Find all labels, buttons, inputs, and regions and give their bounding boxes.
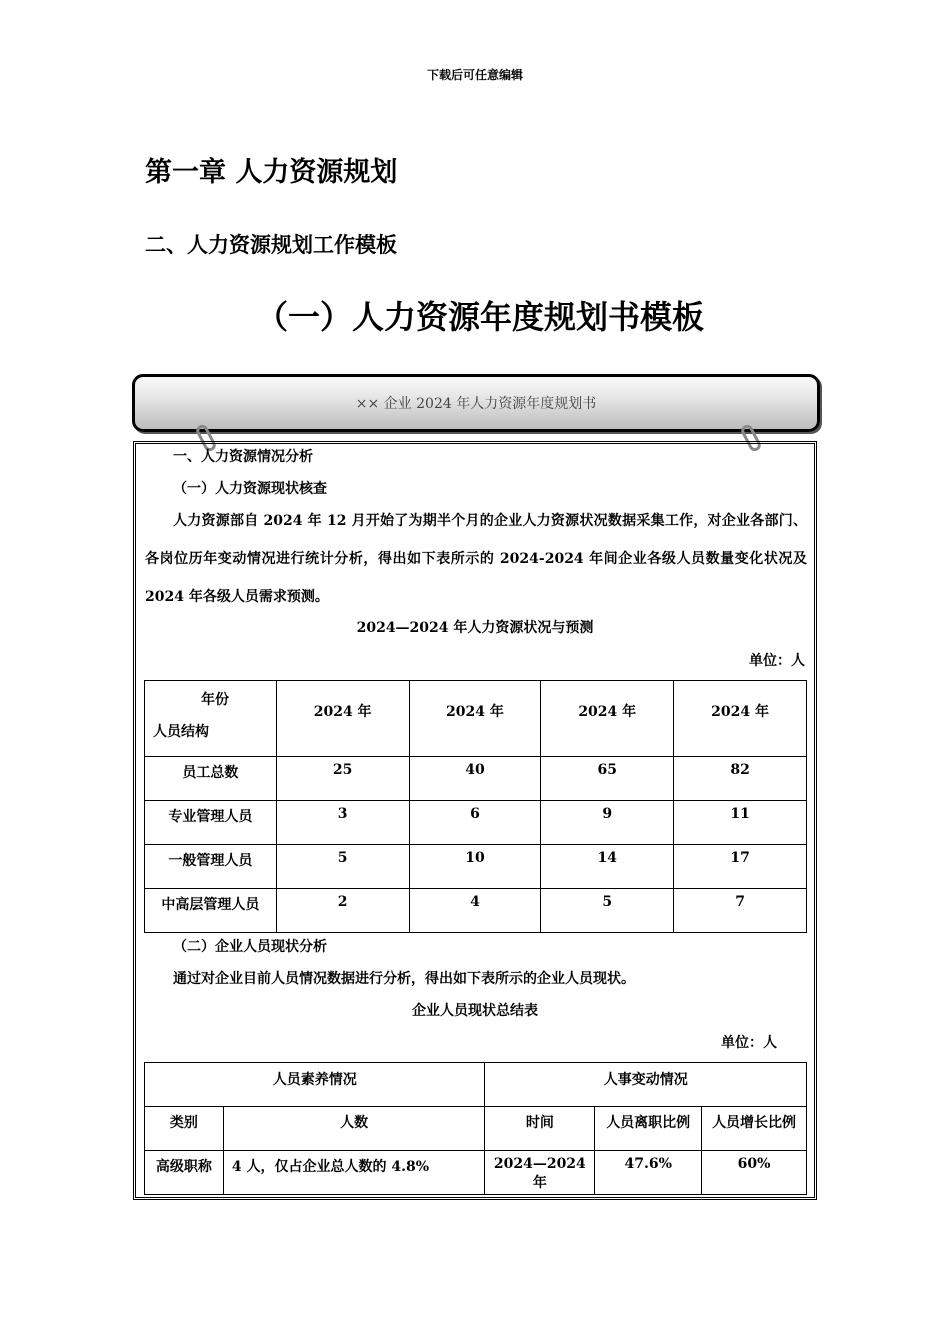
staff-status-table [144, 1062, 807, 1195]
cell-value: 10 [409, 845, 541, 889]
cell-value: 25 [276, 757, 409, 801]
section-title: 二、人力资源规划工作模板 [145, 232, 397, 257]
cell-value: 60% [702, 1151, 807, 1195]
table2-header-row [145, 1107, 807, 1151]
column-header: 时间 [485, 1107, 595, 1151]
row-label: 专业管理人员 [145, 801, 277, 845]
cell-value: 4 人，仅占企业总人数的 4.8% [223, 1151, 485, 1195]
cell-value: 2 [276, 889, 409, 933]
group-header-quality: 人员素养情况 [145, 1063, 485, 1107]
part1-paragraph: 人力资源部自 2024 年 12 月开始了为期半个月的企业人力资源状况数据采集工作，对企业各部门、各岗位历年变动情况进行统计分析，得出如下表所示的 2024-2024 年间企业各级人员数量变化状况及 2024 年各级人员需求预测。 [145, 513, 807, 605]
table-row [145, 845, 807, 889]
table2-unit: 单位：人 [721, 1035, 777, 1051]
cell-value: 82 [674, 757, 807, 801]
cell-value: 65 [541, 757, 674, 801]
staffing-table [144, 680, 807, 933]
table2-title: 企业人员现状总结表 [412, 1003, 538, 1019]
year-header: 2024 年 [674, 681, 807, 757]
table-row [145, 889, 807, 933]
cell-value: 11 [674, 801, 807, 845]
cell-value: 3 [276, 801, 409, 845]
cell-value: 14 [541, 845, 674, 889]
cell-value: 40 [409, 757, 541, 801]
group-header-change: 人事变动情况 [485, 1063, 807, 1107]
header-note: 下载后可任意编辑 [426, 68, 523, 82]
table1-unit: 单位：人 [749, 653, 805, 669]
part1-sub2-text: 通过对企业目前人员情况数据进行分析，得出如下表所示的企业人员现状。 [173, 971, 635, 987]
table2-group-row [145, 1063, 807, 1107]
row-label: 一般管理人员 [145, 845, 277, 889]
table1-title: 2024—2024 年人力资源状况与预测 [356, 620, 594, 636]
cell-value: 7 [674, 889, 807, 933]
title-banner [132, 374, 820, 432]
column-header: 类别 [145, 1107, 224, 1151]
table-row [145, 757, 807, 801]
part1-sub2: （二）企业人员现状分析 [173, 939, 327, 955]
cell-value: 高级职称 [145, 1151, 224, 1195]
cell-value: 47.6% [595, 1151, 702, 1195]
banner-title: ×× 企业 2024 年人力资源年度规划书 [355, 396, 597, 412]
table1-corner-cell [145, 681, 277, 757]
corner-top-label: 年份 [201, 692, 229, 708]
column-header: 人员增长比例 [702, 1107, 807, 1151]
table-row [145, 801, 807, 845]
cell-value: 9 [541, 801, 674, 845]
table-row [145, 1151, 807, 1195]
year-header: 2024 年 [409, 681, 541, 757]
year-header: 2024 年 [541, 681, 674, 757]
chapter-title: 第一章 人力资源规划 [145, 157, 398, 188]
cell-value: 5 [541, 889, 674, 933]
part1-heading: 一、人力资源情况分析 [173, 449, 313, 465]
row-label: 员工总数 [145, 757, 277, 801]
cell-value: 17 [674, 845, 807, 889]
cell-value: 2024—2024 年 [485, 1151, 595, 1195]
subtitle: （一）人力资源年度规划书模板 [255, 298, 704, 336]
cell-value: 5 [276, 845, 409, 889]
column-header: 人数 [223, 1107, 485, 1151]
part1-sub1: （一）人力资源现状核查 [173, 481, 327, 497]
cell-value: 4 [409, 889, 541, 933]
column-header: 人员离职比例 [595, 1107, 702, 1151]
row-label: 中高层管理人员 [145, 889, 277, 933]
year-header: 2024 年 [276, 681, 409, 757]
cell-value: 6 [409, 801, 541, 845]
corner-bottom-label: 人员结构 [153, 724, 209, 740]
table1-header-row [145, 681, 807, 757]
